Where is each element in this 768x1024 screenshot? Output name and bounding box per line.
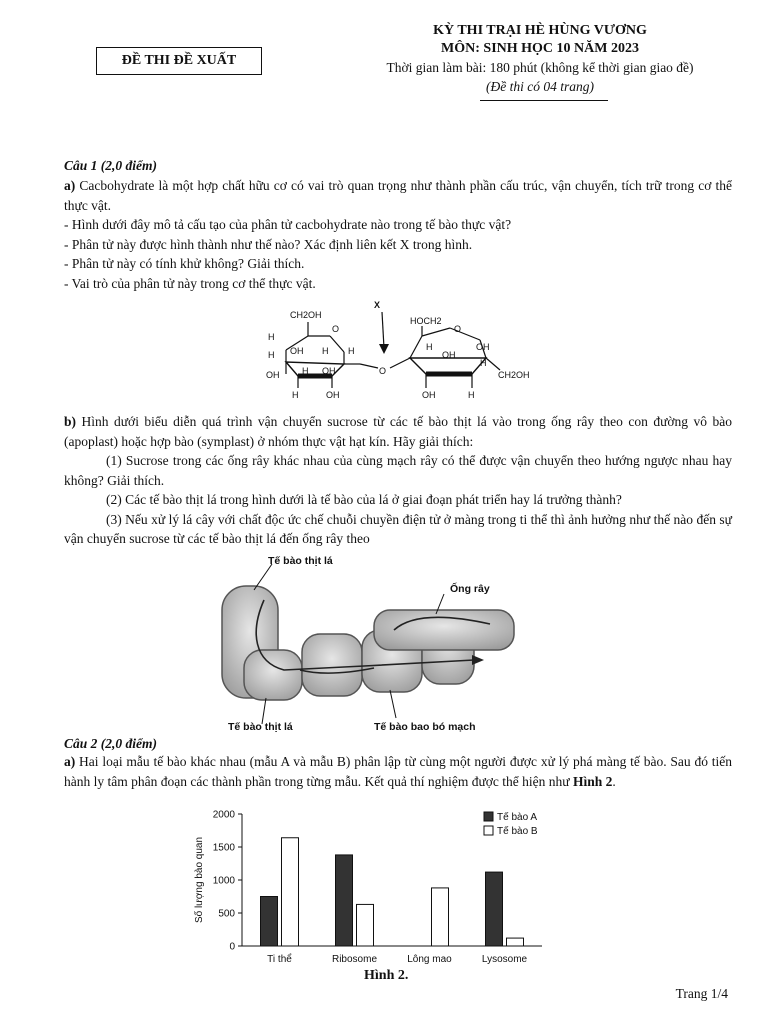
label-hoch2: HOCH2	[410, 316, 442, 326]
y-tick-label: 1000	[212, 875, 235, 887]
organelle-bar-chart	[180, 806, 560, 970]
label-h: H	[268, 332, 275, 342]
pages-note: (Đề thi có 04 trang)	[486, 79, 594, 94]
y-tick-label: 2000	[212, 809, 235, 821]
label-h: H	[426, 342, 433, 352]
label-o: O	[332, 324, 340, 334]
question-1-title: Câu 1 (2,0 điểm)	[64, 158, 157, 173]
q2-a-text: Hai loại mẫu tế bào khác nhau (mẫu A và mẫu B) phân lập từ cùng một người được xử lý phá màng tế bào. Sau đó tiến hành ly tâm phân đoạn các thành phần trong từng mẫu. Kết quả thí nghiệm được thể hiện như	[64, 754, 732, 789]
bundle-sheath-cell	[302, 634, 362, 696]
label-ch2oh-right: CH2OH	[498, 370, 530, 380]
label-oh: OH	[322, 366, 336, 376]
label-h: H	[480, 358, 487, 368]
bar-cell-b	[432, 888, 449, 946]
sucrose-structure-figure	[250, 296, 540, 404]
label-mesophyll-top: Tế bào thịt lá	[268, 555, 333, 567]
exam-badge: ĐỀ THI ĐỀ XUẤT	[96, 47, 262, 75]
bar-cell-a	[336, 855, 353, 946]
q2-a-label: a)	[64, 754, 76, 769]
q1-b-label: b)	[64, 414, 77, 429]
q1-bullet: - Phân tử này có tính khử không? Giải thích.	[64, 256, 305, 271]
y-axis-label: Số lượng bào quan	[194, 836, 205, 924]
y-tick-label: 0	[229, 941, 235, 953]
label-oh: OH	[266, 370, 280, 380]
q1-part-b	[64, 412, 732, 549]
label-mesophyll-bottom: Tế bào thịt lá	[228, 721, 293, 733]
q1-bullet: - Vai trò của phân tử này trong cơ thể thực vật.	[64, 275, 316, 291]
q1-bullet: - Hình dưới đây mô tả cấu tạo của phân tử cacbohydrate nào trong tế bào thực vật?	[64, 217, 512, 232]
q1-bullet: - Phân tử này được hình thành như thế nào? Xác định liên kết X trong hình.	[64, 236, 473, 252]
q1-b-item: (2) Các tế bào thịt lá trong hình dưới là tế bào của lá ở giai đoạn phát triển hay lá trưởng thành?	[106, 492, 622, 507]
page-number: Trang 1/4	[675, 986, 728, 1001]
label-h: H	[292, 390, 299, 400]
label-h: H	[302, 366, 309, 376]
label-oh: OH	[422, 390, 436, 400]
bar-cell-a	[486, 872, 503, 946]
q1-b-item: (1) Sucrose trong các ống rây khác nhau của cùng mạch rây có thể được vận chuyển theo hướng ngược nhau hay không? Giải thích.	[64, 453, 732, 488]
bar-cell-b	[507, 938, 524, 946]
sucrose-transport-figure	[214, 552, 524, 738]
q1-b-item: (3) Nếu xử lý lá cây với chất độc ức chế chuỗi chuyền điện tử ở màng trong ti thể thì ảnh hưởng như thế nào đến sự vận chuyển sucrose từ các tế bào thịt lá đến ống rây theo	[64, 511, 732, 546]
label-h: H	[268, 350, 275, 360]
legend-label: Tế bào B	[497, 826, 538, 837]
label-h: H	[348, 346, 355, 356]
label-o: O	[454, 324, 462, 334]
x-tick-label: Ribosome	[331, 954, 378, 965]
subject-line: MÔN: SINH HỌC 10 NĂM 2023	[441, 41, 639, 56]
q1-part-a	[64, 176, 732, 215]
figure-2-caption: Hình 2.	[364, 968, 409, 983]
x-tick-label: Lysosome	[481, 954, 528, 965]
legend-label: Tế bào A	[497, 812, 538, 823]
question-1	[64, 158, 732, 293]
label-o: O	[379, 366, 387, 376]
question-2	[64, 736, 732, 791]
label-sieve-tube: Ống rây	[450, 583, 490, 595]
q1-b-text: Hình dưới biểu diễn quá trình vận chuyển sucrose từ các tế bào thịt lá vào trong ống rây theo con đường vô bào (apoplast) hoặc hợp bào (symplast) ở nhóm thực vật hạt kín. Hãy giải thích:	[64, 414, 732, 449]
y-tick-label: 500	[218, 908, 235, 920]
question-2-title: Câu 2 (2,0 điểm)	[64, 736, 157, 751]
bar-cell-b	[282, 838, 299, 946]
x-tick-label: Lông mao	[407, 954, 452, 965]
exam-header	[340, 22, 740, 96]
y-tick-label: 1500	[212, 842, 235, 854]
label-oh: OH	[476, 342, 490, 352]
q1-b-intro	[64, 412, 732, 451]
duration-line: Thời gian làm bài: 180 phút (không kể thời gian giao đề)	[386, 60, 694, 75]
q2-a-figure-ref: Hình 2	[572, 773, 613, 789]
label-ch2oh-left: CH2OH	[290, 310, 322, 320]
label-oh: OH	[290, 346, 304, 356]
legend-swatch	[484, 812, 493, 821]
bar-cell-a	[261, 897, 278, 947]
label-x: X	[374, 300, 381, 310]
q1-a-text: Cacbohydrate là một hợp chất hữu cơ có vai trò quan trọng như thành phần cấu trúc, vận chuyển, tích trữ trong cơ thể thực vật.	[64, 178, 732, 213]
mesophyll-cell-bottom	[244, 650, 302, 700]
label-h: H	[322, 346, 329, 356]
label-h: H	[468, 390, 475, 400]
bar-cell-b	[357, 904, 374, 946]
contest-name: KỲ THI TRẠI HÈ HÙNG VƯƠNG	[433, 23, 647, 38]
q2-part-a	[64, 752, 732, 791]
q1-a-label: a)	[64, 178, 76, 193]
label-oh: OH	[442, 350, 456, 360]
legend-swatch	[484, 826, 493, 835]
label-bundle-sheath: Tế bào bao bó mạch	[374, 721, 476, 733]
x-tick-label: Ti thể	[267, 954, 292, 965]
header-rule	[480, 100, 608, 101]
q2-a-end: .	[612, 773, 616, 789]
label-oh: OH	[326, 390, 340, 400]
